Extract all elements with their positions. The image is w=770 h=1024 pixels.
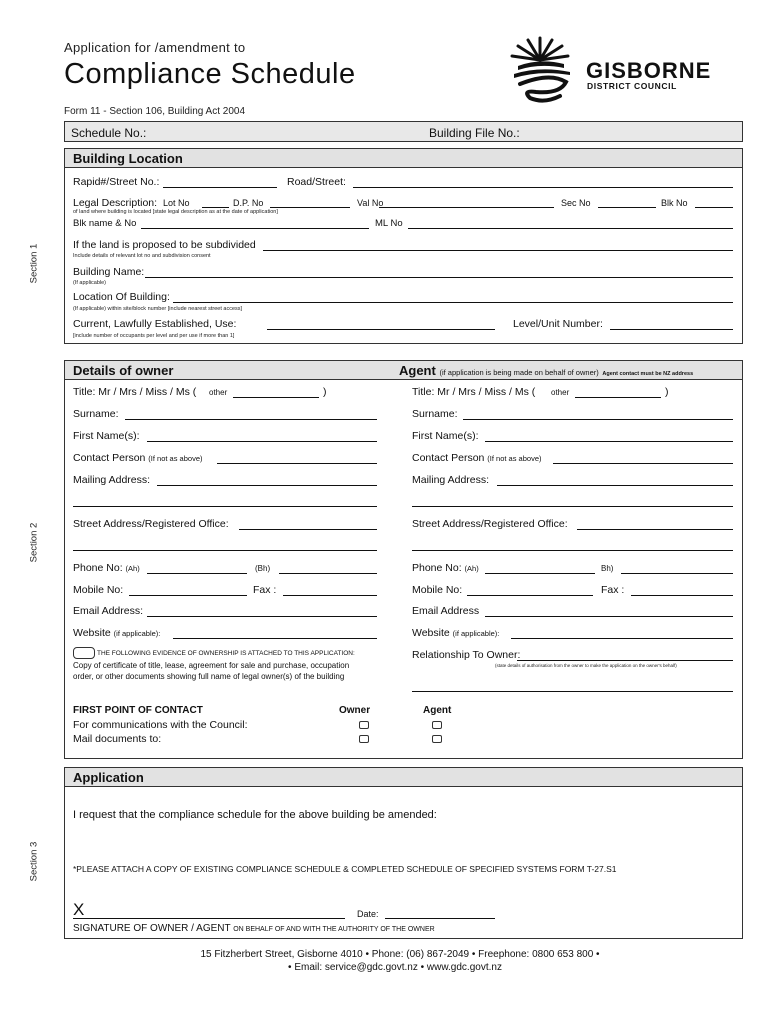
first-contact-heading: FIRST POINT OF CONTACT [73, 705, 203, 716]
agent-website-note: (if applicable): [452, 629, 500, 638]
subdivided-input[interactable] [263, 250, 733, 251]
schedule-no-label: Schedule No.: [71, 126, 147, 140]
agent-heading-note: (if application is being made on behalf of owner) [439, 368, 599, 377]
owner-street-input-2[interactable] [73, 550, 377, 551]
blk-name-input[interactable] [141, 228, 369, 229]
building-name-note: (If applicable) [73, 280, 107, 286]
section-1-label: Section 1 [28, 243, 40, 284]
blk-name-label: Blk name & No [73, 218, 137, 229]
ml-no-input[interactable] [408, 228, 733, 229]
owner-phone-ah-input[interactable] [147, 573, 247, 574]
footer-address: 15 Fitzherbert Street, Gisborne 4010 • Phone: (06) 867-2049 • Freephone: 0800 653 800 • [200, 949, 600, 960]
owner-title-label: Title: Mr / Mrs / Miss / Ms ( [73, 386, 197, 398]
building-location-heading: Building Location [65, 149, 742, 168]
first-contact-owner-col: Owner [339, 705, 371, 716]
evidence-caption: THE FOLLOWING EVIDENCE OF OWNERSHIP IS ATTACHED TO THIS APPLICATION: [97, 650, 355, 657]
agent-title-other-input[interactable] [575, 397, 661, 398]
owner-email-input[interactable] [147, 616, 377, 617]
building-name-label: Building Name: [73, 266, 145, 278]
current-use-label: Current, Lawfully Established, Use: [73, 318, 237, 330]
agent-email-label: Email Address [412, 605, 480, 617]
lot-no-label: Lot No [163, 198, 190, 208]
agent-website-input[interactable] [511, 638, 733, 639]
application-section [64, 767, 743, 939]
ml-no-label: ML No [375, 218, 403, 229]
location-note: (If applicable) within site/block number [include nearest street access] [73, 306, 243, 312]
current-use-note: [include number of occupants per level and per use if more than 1] [73, 333, 235, 339]
owner-street-input[interactable] [239, 529, 377, 530]
agent-street-input[interactable] [577, 529, 733, 530]
agent-title-close: ) [665, 386, 669, 398]
agent-mailing-input-2[interactable] [412, 506, 733, 507]
signature-input[interactable] [73, 918, 345, 919]
owner-mailing-input[interactable] [157, 485, 377, 486]
relationship-note: (state details of authorisation from the owner to make the application on the owner's behalf) [495, 663, 677, 668]
agent-fax-input[interactable] [631, 595, 733, 596]
owner-first-names-input[interactable] [147, 441, 377, 442]
owner-phone-ah: (Ah) [125, 564, 140, 573]
signature-x-mark: X [73, 900, 85, 919]
blk-no-input[interactable] [695, 207, 733, 208]
owner-contact-label [73, 452, 203, 464]
location-input[interactable] [173, 302, 733, 303]
page-title: Compliance Schedule [64, 58, 356, 90]
owner-mailing-label: Mailing Address: [73, 474, 151, 486]
agent-surname-input[interactable] [463, 419, 733, 420]
lot-no-input[interactable] [202, 207, 229, 208]
owner-street-label: Street Address/Registered Office: [73, 518, 229, 530]
agent-phone-text: Phone No: [412, 562, 462, 574]
agent-surname-label: Surname: [412, 408, 458, 420]
owner-website-label [73, 627, 160, 639]
agent-website-text: Website [412, 627, 450, 639]
date-label: Date: [357, 909, 379, 919]
building-file-no-label: Building File No.: [429, 126, 520, 140]
current-use-input[interactable] [267, 329, 495, 330]
section-3-label: Section 3 [28, 841, 40, 882]
val-no-label: Val No [357, 198, 384, 208]
owner-email-label: Email Address: [73, 605, 144, 617]
agent-mailing-label: Mailing Address: [412, 474, 490, 486]
subdivided-note: Include details of relevant lot no and subdivision consent [73, 253, 211, 259]
owner-mobile-input[interactable] [129, 595, 247, 596]
agent-phone-ah: (Ah) [464, 564, 479, 573]
logo-subtitle: DISTRICT COUNCIL [587, 81, 677, 91]
blk-no-label: Blk No [661, 198, 688, 208]
subdivided-label: If the land is proposed to be subdivided [73, 239, 256, 251]
owner-contact-input[interactable] [217, 463, 377, 464]
owner-first-names-label: First Name(s): [73, 430, 140, 442]
rapid-input[interactable] [163, 187, 277, 188]
agent-phone-bh: Bh) [601, 564, 614, 573]
agent-mobile-label: Mobile No: [412, 584, 463, 596]
agent-phone-ah-input[interactable] [485, 573, 595, 574]
for-comms-label: For communications with the Council: [73, 719, 248, 731]
agent-contact-label [412, 452, 542, 464]
owner-website-note: (if applicable): [113, 629, 161, 638]
owner-surname-input[interactable] [125, 419, 377, 420]
owner-surname-label: Surname: [73, 408, 119, 420]
evidence-line-1: Copy of certificate of title, lease, agreement for sale and purchase, occupation [73, 661, 350, 670]
signature-note: ON BEHALF OF AND WITH THE AUTHORITY OF THE OWNER [233, 926, 435, 933]
application-request: I request that the compliance schedule for the above building be amended: [73, 809, 437, 821]
agent-phone-label [412, 562, 479, 574]
agent-first-names-input[interactable] [485, 441, 733, 442]
signature-label: SIGNATURE OF OWNER / AGENT [73, 923, 231, 934]
owner-agent-section [64, 360, 743, 759]
owner-title-close: ) [323, 386, 327, 398]
relationship-input[interactable] [517, 660, 733, 661]
rapid-label: Rapid#/Street No.: [73, 176, 160, 188]
date-input[interactable] [385, 918, 495, 919]
level-unit-input[interactable] [610, 329, 733, 330]
owner-contact-note: (If not as above) [148, 454, 203, 463]
logo-name: GISBORNE [586, 58, 712, 83]
evidence-line-2: order, or other documents showing full name of legal owner(s) of the building [73, 672, 345, 681]
agent-website-label [412, 627, 499, 639]
location-label: Location Of Building: [73, 291, 170, 303]
owner-title-other-input[interactable] [233, 397, 319, 398]
owner-agent-heading-bar [65, 361, 742, 380]
sun-swirl-logo-icon [500, 32, 590, 112]
relationship-label: Relationship To Owner: [412, 649, 521, 661]
form-supertitle: Application for /amendment to [64, 40, 246, 55]
application-heading: Application [65, 768, 742, 787]
agent-mobile-input[interactable] [467, 595, 593, 596]
agent-contact-note: (If not as above) [487, 454, 542, 463]
dp-no-input[interactable] [270, 207, 350, 208]
relationship-input-2[interactable] [412, 691, 733, 692]
agent-nz-note: Agent contact must be NZ address [602, 371, 694, 377]
form-reference: Form 11 - Section 106, Building Act 2004 [64, 106, 246, 117]
owner-fax-label: Fax : [253, 584, 277, 596]
agent-heading-label: Agent [399, 363, 436, 378]
evidence-checkbox[interactable] [73, 647, 95, 659]
owner-contact-text: Contact Person [73, 452, 146, 464]
legal-note: of land where building is located [state legal description as at the date of application] [73, 209, 278, 215]
agent-title-label: Title: Mr / Mrs / Miss / Ms ( [412, 386, 536, 398]
owner-phone-bh: (Bh) [255, 564, 271, 573]
mail-owner-checkbox[interactable] [359, 735, 369, 743]
agent-street-label: Street Address/Registered Office: [412, 518, 568, 530]
agent-phone-bh-input[interactable] [621, 573, 733, 574]
owner-fax-input[interactable] [283, 595, 377, 596]
agent-fax-label: Fax : [601, 584, 625, 596]
agent-email-input[interactable] [485, 616, 733, 617]
comms-owner-checkbox[interactable] [359, 721, 369, 729]
sec-no-input[interactable] [598, 207, 656, 208]
agent-mailing-input[interactable] [497, 485, 733, 486]
owner-phone-text: Phone No: [73, 562, 123, 574]
val-no-input[interactable] [379, 207, 554, 208]
agent-title-other-label: other [551, 388, 570, 397]
schedule-bar [64, 121, 743, 142]
mail-agent-checkbox[interactable] [432, 735, 442, 743]
legal-description-label: Legal Description: [73, 197, 158, 209]
owner-website-input[interactable] [173, 638, 377, 639]
mail-docs-label: Mail documents to: [73, 733, 162, 745]
agent-street-input-2[interactable] [412, 550, 733, 551]
attach-instruction: *PLEASE ATTACH A COPY OF EXISTING COMPLIANCE SCHEDULE & COMPLETED SCHEDULE OF SPECIFIED SYSTEMS FORM T-27.S1 [73, 864, 617, 874]
signature-caption [73, 923, 435, 934]
owner-title-other-label: other [209, 388, 228, 397]
agent-heading [399, 361, 693, 384]
road-label: Road/Street: [287, 176, 346, 188]
sec-no-label: Sec No [561, 198, 591, 208]
building-name-input[interactable] [145, 277, 733, 278]
comms-agent-checkbox[interactable] [432, 721, 442, 729]
section-2-label: Section 2 [28, 522, 40, 563]
council-logo [500, 32, 590, 112]
owner-heading: Details of owner [73, 363, 174, 378]
agent-contact-input[interactable] [553, 463, 733, 464]
road-input[interactable] [353, 187, 733, 188]
building-location-section [64, 148, 743, 344]
agent-first-names-label: First Name(s): [412, 430, 479, 442]
owner-phone-bh-input[interactable] [279, 573, 377, 574]
owner-phone-label [73, 562, 140, 574]
agent-contact-text: Contact Person [412, 452, 485, 464]
owner-website-text: Website [73, 627, 111, 639]
owner-mailing-input-2[interactable] [73, 506, 377, 507]
dp-no-label: D.P. No [233, 198, 264, 208]
first-contact-agent-col: Agent [423, 705, 452, 716]
footer-contact: • Email: service@gdc.govt.nz • www.gdc.govt.nz [288, 962, 502, 973]
level-unit-label: Level/Unit Number: [513, 318, 603, 330]
owner-mobile-label: Mobile No: [73, 584, 124, 596]
